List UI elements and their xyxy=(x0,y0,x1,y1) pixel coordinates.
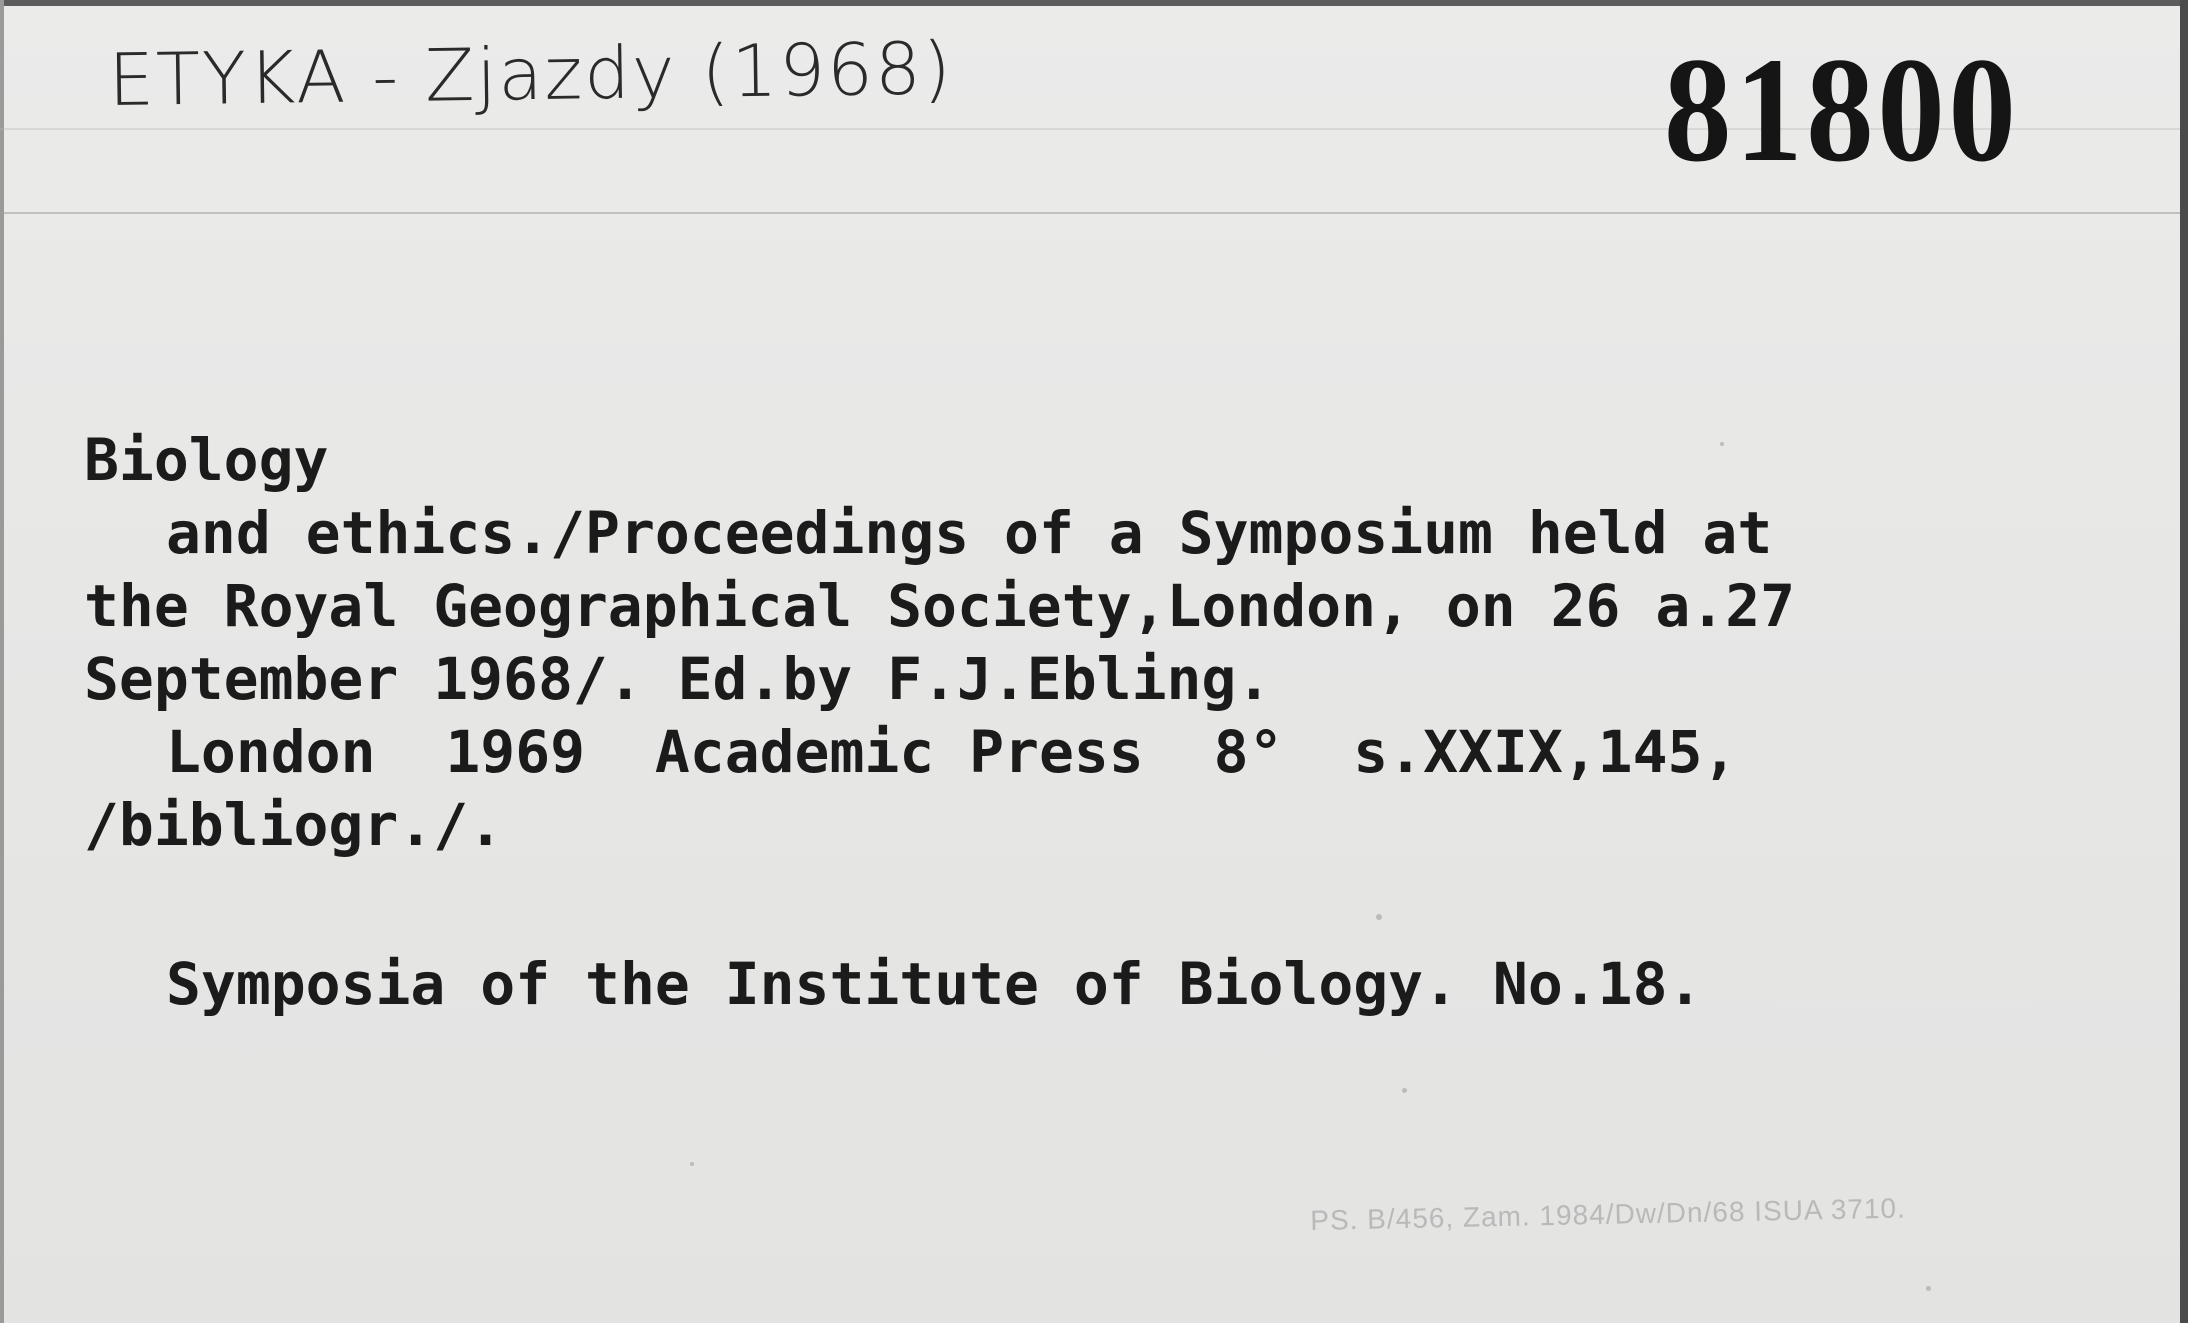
series-note: Symposia of the Institute of Biology. No.18. xyxy=(166,950,1703,1018)
entry-line-venue: the Royal Geographical Society,London, on 26 a.27 xyxy=(84,572,1796,640)
card-top-edge xyxy=(0,0,2188,6)
paper-speck xyxy=(690,1162,694,1166)
paper-speck xyxy=(1926,1286,1931,1291)
entry-line-imprint: London 1969 Academic Press 8° s.XXIX,145, xyxy=(166,718,1738,786)
paper-speck xyxy=(1376,914,1382,920)
bibliographic-entry xyxy=(84,424,2144,862)
subject-heading: ETYKA - Zjazdy (1968) xyxy=(108,26,954,122)
entry-line-editor: September 1968/. Ed.by F.J.Ebling. xyxy=(84,645,1272,713)
paper-speck xyxy=(1720,442,1724,446)
catalog-number: 81800 xyxy=(1664,27,2020,193)
card-right-edge xyxy=(2180,0,2188,1323)
paper-speck xyxy=(1402,1088,1407,1093)
entry-line-subtitle: and ethics./Proceedings of a Symposium held at xyxy=(166,499,1773,567)
header-rule-line xyxy=(0,212,2180,214)
entry-line-title: Biology xyxy=(84,426,329,494)
entry-line-bibliography: /bibliogr./. xyxy=(84,791,504,859)
printer-stamp: PS. B/456, Zam. 1984/Dw/Dn/68 ISUA 3710. xyxy=(1310,1192,1907,1236)
card-left-edge xyxy=(0,0,4,1323)
